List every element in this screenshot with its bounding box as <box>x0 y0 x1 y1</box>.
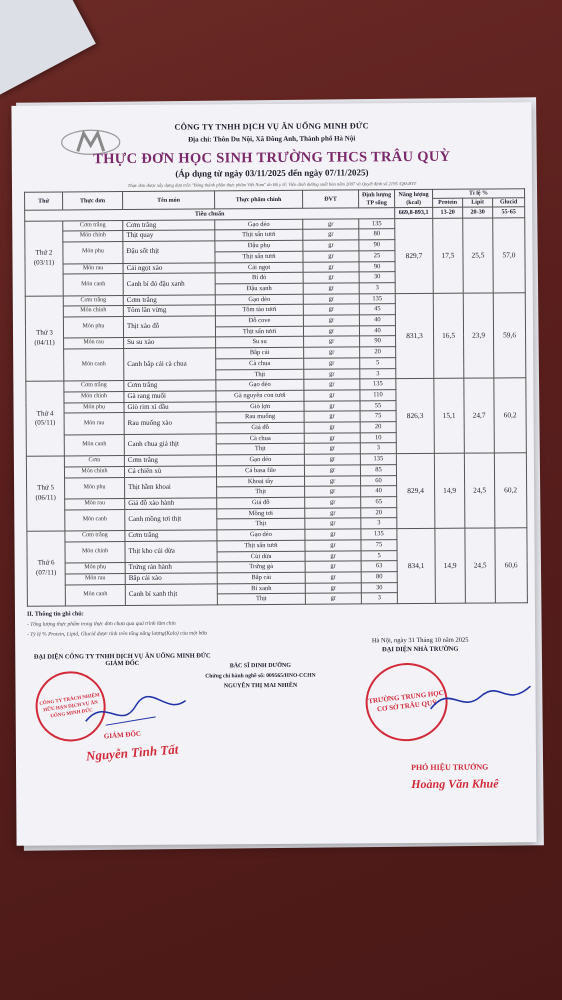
ingredient-unit: gr <box>304 336 360 347</box>
meal-type: Món rau <box>65 573 125 584</box>
ingredient-unit: gr <box>305 583 361 594</box>
dish-name: Su su xào <box>124 337 216 348</box>
background-paper <box>0 0 96 95</box>
school-signature-block <box>315 635 525 654</box>
ingredient-name: Đậu phụ <box>215 240 303 251</box>
dish-name: Giá đỗ xào hành <box>125 498 217 509</box>
meal-type: Món rau <box>64 338 124 349</box>
protein-value: 14,9 <box>434 453 465 528</box>
dish-name: Cơm trắng <box>125 530 217 541</box>
ingredient-unit: gr <box>305 508 361 519</box>
ingredient-amount: 3 <box>360 368 396 379</box>
ingredient-name: Bí đỏ <box>215 273 303 284</box>
ingredient-unit: gr <box>304 368 360 379</box>
ingredient-amount: 85 <box>360 465 396 476</box>
day-label: Thứ 6 <box>37 558 55 567</box>
ingredient-name: Giò lợn <box>216 401 304 412</box>
dish-name: Bắp cải xào <box>125 573 217 584</box>
day-date: (07/11) <box>35 568 57 577</box>
lipid-value: 24,5 <box>464 453 495 528</box>
energy-value: 826,3 <box>396 379 435 454</box>
meal-type: Món phụ <box>65 563 125 574</box>
ingredient-amount: 63 <box>361 561 397 572</box>
glucid-value: 57,0 <box>493 217 526 292</box>
dish-name: Giò rim xì dầu <box>124 402 216 413</box>
meal-type: Món phụ <box>64 402 124 413</box>
ingredient-unit: gr <box>303 229 359 240</box>
meal-type: Món phụ <box>65 477 125 499</box>
ingredient-name: Đậu xanh <box>215 283 303 294</box>
lipid-value: 23,9 <box>463 293 494 379</box>
ingredient-amount: 40 <box>359 325 395 336</box>
source-note: Thực đơn được xây dựng dựa trên "Bảng thành phần thực phẩm Việt Nam" do Bộ y tế; Viện dinh dưỡng xuất bản năm 2007 và Quyết định số 2195 /QĐ-BYT <box>127 181 417 189</box>
ingredient-amount: 3 <box>359 283 395 294</box>
meal-type: Món chính <box>64 466 124 477</box>
vice-principal-title: PHÓ HIỆU TRƯỞNG <box>411 762 489 773</box>
ingredient-amount: 60 <box>361 475 397 486</box>
dish-name: Canh bí đỏ đậu xanh <box>123 273 215 295</box>
ingredient-unit: gr <box>305 540 361 551</box>
ingredient-amount: 135 <box>359 293 395 304</box>
ingredient-name: Thịt sấn tươi <box>217 540 305 551</box>
dish-name: Cơm trắng <box>123 295 215 306</box>
day-date: (04/11) <box>34 338 55 347</box>
ingredient-amount: 5 <box>361 550 397 561</box>
standard-protein: 13-20 <box>433 207 463 218</box>
header-glucid: Glucid <box>493 198 525 207</box>
meal-type: Món chính <box>65 541 125 563</box>
ingredient-unit: gr <box>305 486 361 497</box>
ingredient-unit: gr <box>305 561 361 572</box>
ingredient-unit: gr <box>305 529 361 540</box>
ingredient-name: Gạo dẻo <box>217 529 305 540</box>
meal-type: Món chính <box>64 391 124 402</box>
day-date: (06/11) <box>35 493 56 502</box>
ingredient-name: Cá basa file <box>216 465 304 476</box>
ingredient-amount: 80 <box>359 229 395 240</box>
dish-name: Tôm lăn vừng <box>123 305 215 316</box>
day-label: Thứ 2 <box>35 248 53 257</box>
nutritionist-block <box>165 660 355 691</box>
meal-type: Món canh <box>65 584 125 606</box>
ingredient-unit: gr <box>304 422 360 433</box>
nutritionist-title: BÁC SĨ DINH DƯỠNG <box>229 662 292 670</box>
ingredient-unit: gr <box>305 572 361 583</box>
header-energy: Năng lượng (kcal) <box>395 189 433 207</box>
day-label: Thứ 3 <box>36 328 53 337</box>
ingredient-amount: 110 <box>360 390 396 401</box>
glucid-value: 60,2 <box>494 378 527 453</box>
ingredient-amount: 5 <box>360 357 396 368</box>
menu-body <box>25 217 528 606</box>
header-ratio: Tỉ lệ % <box>433 189 525 199</box>
ingredient-name: Gạo dẻo <box>215 219 303 230</box>
ingredient-unit: gr <box>305 475 361 486</box>
energy-value: 834,1 <box>397 528 436 603</box>
meal-type: Món chính <box>63 231 123 242</box>
ingredient-unit: gr <box>304 401 360 412</box>
dish-name: Canh mồng tơi thịt <box>125 509 217 531</box>
ingredient-name: Gạo dẻo <box>216 380 304 391</box>
ingredient-name: Đỗ cove <box>215 315 303 326</box>
ingredient-name: Su su <box>216 337 304 348</box>
meal-type: Món phụ <box>63 317 123 339</box>
school-signature-scribble <box>425 678 535 719</box>
meal-type: Món phụ <box>63 242 123 264</box>
meal-type: Món chính <box>63 306 123 317</box>
header-dish: Tên món <box>123 191 215 210</box>
school-representative: ĐẠI DIỆN NHÀ TRƯỜNG <box>382 645 459 654</box>
dish-name: Thịt quay <box>123 230 215 241</box>
ingredient-name: Gạo dẻo <box>215 294 303 305</box>
ingredient-amount: 75 <box>361 539 397 550</box>
glucid-value: 60,2 <box>494 453 527 528</box>
ingredient-unit: gr <box>304 358 360 369</box>
glucid-value: 59,6 <box>493 292 526 378</box>
header-meal: Thực đơn <box>63 192 123 210</box>
ingredient-amount: 135 <box>359 218 395 229</box>
ingredient-unit: gr <box>304 347 360 358</box>
day-date: (05/11) <box>34 418 56 427</box>
ingredient-amount: 20 <box>360 347 396 358</box>
company-address: Địa chỉ: Thôn Du Nội, Xã Đông Anh, Thành phố Hà Nội <box>188 134 356 144</box>
ingredient-name: Mồng tơi <box>217 508 305 519</box>
ingredient-name: Khoai tây <box>217 476 305 487</box>
ingredient-amount: 45 <box>359 304 395 315</box>
ingredient-name: Thịt <box>216 444 304 455</box>
company-signature-scribble <box>76 691 196 732</box>
meal-type: Cơm <box>64 456 124 467</box>
ingredient-unit: gr <box>303 219 359 230</box>
dish-name: Thịt kho củi dừa <box>125 541 217 563</box>
dish-name: Đậu sốt thịt <box>123 241 215 263</box>
ingredient-amount: 135 <box>360 379 396 390</box>
standard-energy: 669,8-893,1 <box>395 207 433 218</box>
meal-type: Cơm trắng <box>63 220 123 231</box>
protein-value: 14,9 <box>435 528 466 603</box>
meal-type: Cơm trắng <box>63 295 123 306</box>
meal-type: Món rau <box>63 263 123 274</box>
energy-value: 829,4 <box>396 454 435 529</box>
ingredient-unit: gr <box>303 261 359 272</box>
ingredient-amount: 10 <box>360 432 396 443</box>
day-label: Thứ 4 <box>36 409 54 418</box>
standard-label: Tiêu chuẩn <box>25 208 395 221</box>
ingredient-name: Cùi dừa <box>217 551 305 562</box>
ingredient-unit: gr <box>303 315 359 326</box>
ingredient-name: Thịt <box>217 594 305 605</box>
header-unit: ĐVT <box>303 190 359 208</box>
school-stamp: TRƯỜNG TRUNG HỌC CƠ SỞ TRÂU QUỲ <box>362 659 452 746</box>
info-note: - Tổng lượng thực phẩm trong thực đơn chưa qua quá trình làm chín <box>27 620 176 628</box>
ingredient-amount: 75 <box>360 411 396 422</box>
ingredient-unit: gr <box>303 240 359 251</box>
protein-value: 17,5 <box>433 218 464 293</box>
ingredient-name: Thịt sấn tươi <box>215 326 303 337</box>
ingredient-name: Tôm tảo tươi <box>215 305 303 316</box>
day-label: Thứ 5 <box>37 483 55 493</box>
energy-value: 829,7 <box>395 218 434 293</box>
company-director-title: GIÁM ĐỐC <box>105 659 140 668</box>
dish-name: Rau muống xào <box>124 412 216 434</box>
dish-name: Cải ngọt xào <box>123 262 215 273</box>
ingredient-unit: gr <box>305 550 361 561</box>
dish-name: Canh bắp cải cà chua <box>124 348 216 381</box>
ingredient-name: Gạo dẻo <box>216 454 304 465</box>
ingredient-name: Rau muống <box>216 412 304 423</box>
ingredient-amount: 20 <box>361 507 397 518</box>
ingredient-unit: gr <box>303 326 359 337</box>
dish-name: Cơm trắng <box>124 380 216 391</box>
ingredient-name: Cà chua <box>216 433 304 444</box>
dish-name: Thịt hầm khoai <box>125 476 217 498</box>
standard-glucid: 55-65 <box>493 207 525 218</box>
ingredient-amount: 90 <box>359 240 395 251</box>
ingredient-amount: 25 <box>359 250 395 261</box>
sign-date: Hà Nội, ngày 31 Tháng 10 năm 2025 <box>371 636 469 645</box>
ingredient-name: Trứng gà <box>217 561 305 572</box>
info-heading: II. Thông tin ghi chú: <box>26 610 84 618</box>
ingredient-unit: gr <box>305 497 361 508</box>
lipid-value: 25,5 <box>463 218 494 293</box>
header-day: Thứ <box>25 192 63 210</box>
meal-type: Cơm trắng <box>64 381 124 392</box>
dish-name: Trứng rán hành <box>125 562 217 573</box>
ingredient-unit: gr <box>304 379 360 390</box>
ingredient-name: Thịt <box>216 369 304 380</box>
day-cell <box>25 296 64 382</box>
ingredient-unit: gr <box>304 390 360 401</box>
ingredient-unit: gr <box>304 443 360 454</box>
ingredient-unit: gr <box>305 593 361 604</box>
ingredient-amount: 3 <box>361 593 397 604</box>
ingredient-amount: 55 <box>360 400 396 411</box>
dish-name: Thịt xào đỗ <box>123 316 215 338</box>
info-section <box>27 606 527 639</box>
date-range: (Áp dụng từ ngày 03/11/2025 đến ngày 07/11/2025) <box>175 167 369 179</box>
day-date: (03/11) <box>33 258 55 267</box>
ingredient-unit: gr <box>305 518 361 529</box>
glucid-value: 60,6 <box>495 528 528 603</box>
meal-type: Món rau <box>64 413 124 435</box>
day-cell <box>27 531 66 606</box>
dish-name: Canh bí xanh thịt <box>125 584 217 606</box>
dish-name: Cá chiên xù <box>124 466 216 477</box>
ingredient-name: Thịt <box>217 519 305 530</box>
company-name: CÔNG TY TNHH DỊCH VỤ ĂN UỐNG MINH ĐỨC <box>174 121 369 132</box>
meal-type: Món canh <box>64 349 124 382</box>
ingredient-unit: gr <box>304 411 360 422</box>
meal-type: Món canh <box>63 274 123 296</box>
ingredient-unit: gr <box>304 454 360 465</box>
dish-name: Gà rang muối <box>124 391 216 402</box>
page-title: THỰC ĐƠN HỌC SINH TRƯỜNG THCS TRÂU QUỲ <box>93 148 451 168</box>
ingredient-amount: 30 <box>359 272 395 283</box>
lipid-value: 24,7 <box>464 378 495 453</box>
ingredient-amount: 20 <box>360 422 396 433</box>
protein-value: 15,1 <box>434 378 465 453</box>
ingredient-amount: 40 <box>359 315 395 326</box>
header-protein: Protein <box>433 198 463 207</box>
day-cell <box>25 221 64 296</box>
menu-table <box>24 188 528 607</box>
meal-type: Món canh <box>64 434 124 456</box>
ingredient-amount: 65 <box>361 497 397 508</box>
header-ingredient: Thực phẩm chính <box>215 190 303 209</box>
company-stamp: CÔNG TY TRÁCH NHIỆM HỮU HẠN DỊCH VỤ ĂN UỐNG MINH ĐỨC <box>31 667 110 746</box>
standard-lipid: 20-30 <box>463 207 493 218</box>
ingredient-name: Thịt <box>217 487 305 498</box>
company-representative: ĐẠI DIỆN CÔNG TY TNHH DỊCH VỤ ĂN UỐNG MINH ĐỨC <box>33 652 211 661</box>
header-lipid: Lipit <box>463 198 493 207</box>
day-cell <box>26 456 65 531</box>
dish-name: Cơm trắng <box>124 455 216 466</box>
ingredient-name: Thịt sấn tươi <box>215 251 303 262</box>
ingredient-name: Giá đỗ <box>216 422 304 433</box>
company-stamp-role: GIÁM ĐỐC <box>103 729 142 741</box>
menu-document <box>11 102 536 846</box>
meal-type: Cơm trắng <box>65 531 125 542</box>
ingredient-name: Bắp cải <box>216 347 304 358</box>
energy-value: 831,3 <box>395 293 434 379</box>
ingredient-unit: gr <box>303 294 359 305</box>
dish-name: Canh chua giá thịt <box>124 434 216 456</box>
ingredient-amount: 90 <box>360 336 396 347</box>
meal-type: Món canh <box>65 509 125 531</box>
ingredient-unit: gr <box>304 433 360 444</box>
company-director-signature: Nguyễn Tình Tất <box>85 741 179 764</box>
ingredient-amount: 135 <box>360 454 396 465</box>
ingredient-unit: gr <box>303 304 359 315</box>
ingredient-name: Cà chua <box>216 358 304 369</box>
ingredient-amount: 40 <box>361 486 397 497</box>
ingredient-amount: 80 <box>361 572 397 583</box>
nutritionist-name: NGUYỄN THỊ MAI NHIÊN <box>223 682 298 690</box>
ingredient-amount: 3 <box>361 518 397 529</box>
ingredient-amount: 3 <box>360 443 396 454</box>
meal-type: Món rau <box>65 499 125 510</box>
nutritionist-cert: Chứng chỉ hành nghề số: 009565/HNO-CCHN <box>205 672 316 680</box>
vice-principal-signature: Hoàng Văn Khuê <box>411 776 499 792</box>
ingredient-amount: 135 <box>361 529 397 540</box>
ingredient-unit: gr <box>303 283 359 294</box>
ingredient-unit: gr <box>303 251 359 262</box>
ingredient-amount: 30 <box>361 582 397 593</box>
ingredient-name: Cải ngọt <box>215 262 303 273</box>
ingredient-name: Bí xanh <box>217 583 305 594</box>
dish-name: Cơm trắng <box>123 220 215 231</box>
ingredient-name: Gà nguyên con tươi <box>216 390 304 401</box>
ingredient-name: Thịt sấn tươi <box>215 230 303 241</box>
header-amount: Định lượng TP sống <box>359 190 395 208</box>
ingredient-name: Giá đỗ <box>217 497 305 508</box>
info-note: - Tỷ lệ % Protein, Lipid, Glucid được tính trên tổng năng lượng(Kalo) của một bữa <box>27 630 207 638</box>
protein-value: 16,5 <box>433 293 464 379</box>
ingredient-amount: 90 <box>359 261 395 272</box>
day-cell <box>26 381 65 456</box>
ingredient-unit: gr <box>304 465 360 476</box>
lipid-value: 24,5 <box>465 528 496 603</box>
ingredient-name: Bắp cải <box>217 572 305 583</box>
ingredient-unit: gr <box>303 272 359 283</box>
